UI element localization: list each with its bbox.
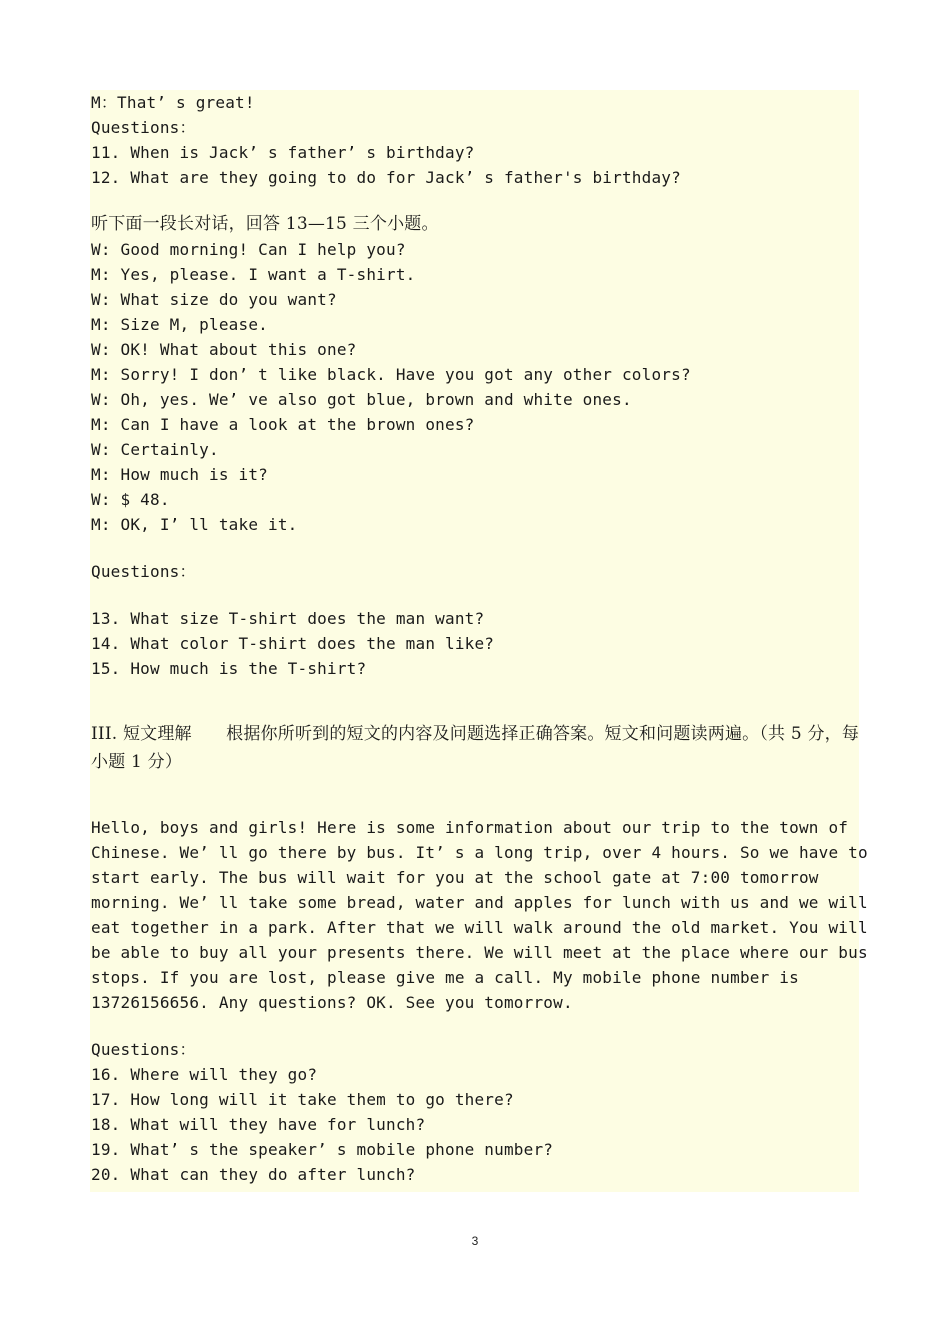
passage-line: stops. If you are lost, please give me a call. My mobile phone number is <box>91 968 799 987</box>
question-15: 15. How much is the T-shirt? <box>91 659 367 678</box>
section-heading: III. 短文理解 根据你所听到的短文的内容及问题选择正确答案。短文和问题读两遍。（共 5 分，每小题 1 分） <box>91 724 860 772</box>
dialogue-line: M: OK, I’ ll take it. <box>91 515 298 534</box>
dialogue-line: W: Oh, yes. We’ ve also got blue, brown and white ones. <box>91 390 632 409</box>
questions-label: Questions： <box>91 562 196 581</box>
dialogue-line: M: Can I have a look at the brown ones? <box>91 415 475 434</box>
question-17: 17. How long will it take them to go there? <box>91 1090 514 1109</box>
question-12: 12. What are they going to do for Jack’ s father's birthday? <box>91 168 681 187</box>
page-number: 3 <box>471 1234 479 1248</box>
passage-line: eat together in a park. After that we will walk around the old market. You will <box>91 918 868 937</box>
question-18: 18. What will they have for lunch? <box>91 1115 426 1134</box>
question-20: 20. What can they do after lunch? <box>91 1165 416 1184</box>
dialogue-line: W: $ 48. <box>91 490 170 509</box>
dialogue-intro: 听下面一段长对话，回答 13—15 三个小题。 <box>91 214 439 234</box>
passage-line: Hello, boys and girls! Here is some information about our trip to the town of <box>91 818 849 837</box>
dialogue-line: M: Size M, please. <box>91 315 268 334</box>
question-14: 14. What color T-shirt does the man like? <box>91 634 495 653</box>
questions-label: Questions： <box>91 1040 196 1059</box>
dialogue-line: W: What size do you want? <box>91 290 337 309</box>
passage-line: start early. The bus will wait for you at the school gate at 7:00 tomorrow <box>91 868 819 887</box>
question-16: 16. Where will they go? <box>91 1065 318 1084</box>
passage-line: 13726156656. Any questions? OK. See you tomorrow. <box>91 993 573 1012</box>
dialogue-line: W: OK! What about this one? <box>91 340 357 359</box>
question-13: 13. What size T-shirt does the man want? <box>91 609 485 628</box>
question-11: 11. When is Jack’ s father’ s birthday? <box>91 143 475 162</box>
document-body <box>91 90 868 1187</box>
dialogue-line: W: Good morning! Can I help you? <box>91 240 406 259</box>
passage-line: Chinese. We’ ll go there by bus. It’ s a long trip, over 4 hours. So we have to <box>91 843 868 862</box>
questions-label: Questions： <box>91 118 196 137</box>
dialogue-line: M: How much is it? <box>91 465 268 484</box>
dialogue-line: W: Certainly. <box>91 440 219 459</box>
dialogue-line: M：That’ s great! <box>91 93 255 112</box>
passage-line: morning. We’ ll take some bread, water and apples for lunch with us and we will <box>91 893 868 912</box>
question-19: 19. What’ s the speaker’ s mobile phone number? <box>91 1140 554 1159</box>
passage-line: be able to buy all your presents there. We will meet at the place where our bus <box>91 943 868 962</box>
dialogue-line: M: Sorry! I don’ t like black. Have you got any other colors? <box>91 365 691 384</box>
dialogue-line: M: Yes, please. I want a T-shirt. <box>91 265 416 284</box>
